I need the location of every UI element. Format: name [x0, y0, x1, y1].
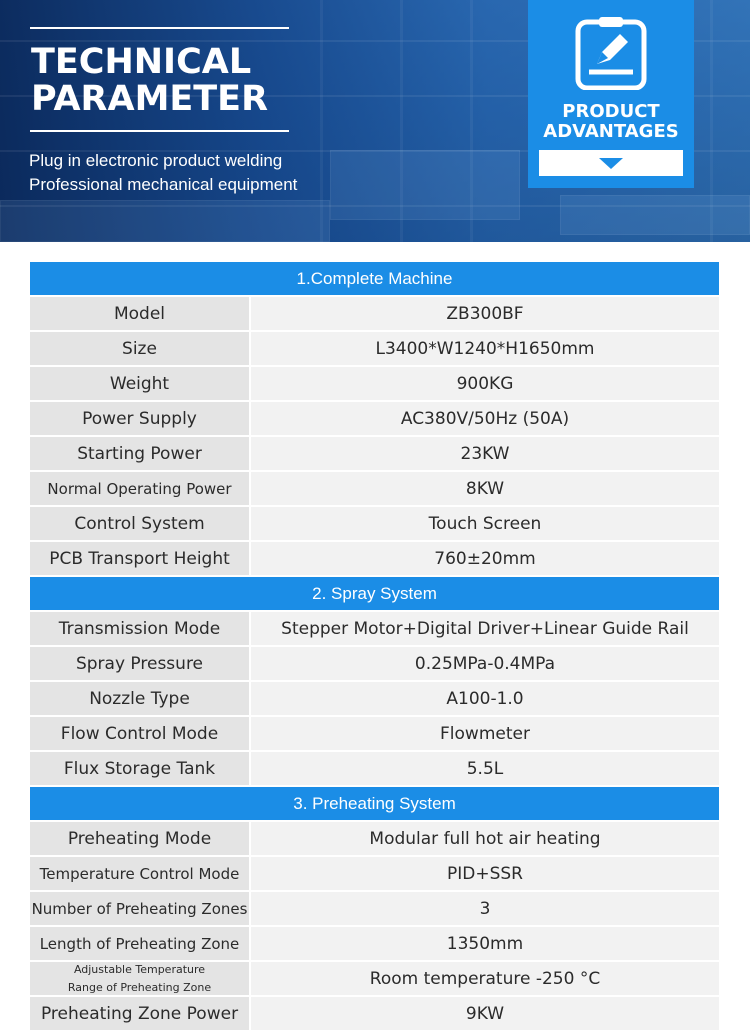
table-row	[30, 962, 719, 995]
spec-key: PCB Transport Height	[30, 542, 249, 575]
spec-value: 3	[251, 892, 719, 925]
spec-value: A100-1.0	[251, 682, 719, 715]
table-row	[30, 752, 719, 785]
table-row	[30, 472, 719, 505]
spec-value: Stepper Motor+Digital Driver+Linear Guide Rail	[251, 612, 719, 645]
advantages-expand-button[interactable]	[539, 150, 683, 176]
table-row	[30, 437, 719, 470]
spec-value: ZB300BF	[251, 297, 719, 330]
spec-value: L3400*W1240*H1650mm	[251, 332, 719, 365]
table-row	[30, 892, 719, 925]
spec-value: 1350mm	[251, 927, 719, 960]
banner-decor-machine	[560, 195, 750, 235]
spec-value: 900KG	[251, 367, 719, 400]
spec-key: Flow Control Mode	[30, 717, 249, 750]
spec-key-line-1: Adjustable Temperature	[73, 962, 206, 976]
spec-value: 23KW	[251, 437, 719, 470]
table-row	[30, 507, 719, 540]
table-row	[30, 542, 719, 575]
spec-key: Power Supply	[30, 402, 249, 435]
table-row	[30, 927, 719, 960]
spec-key: Starting Power	[30, 437, 249, 470]
clipboard-pen-icon	[575, 16, 647, 90]
advantages-label-line-1: PRODUCT	[562, 101, 660, 122]
title-rule-bottom	[30, 130, 289, 132]
advantages-label-line-2: ADVANTAGES	[543, 121, 679, 142]
spec-key: Number of Preheating Zones	[30, 892, 249, 925]
spec-key: Flux Storage Tank	[30, 752, 249, 785]
banner-decor-machine	[0, 200, 330, 242]
spec-key-line-2: Range of Preheating Zone	[67, 980, 212, 994]
spec-key: Control System	[30, 507, 249, 540]
table-row	[30, 717, 719, 750]
table-row	[30, 402, 719, 435]
banner-decor-machine	[330, 150, 520, 220]
table-row	[30, 682, 719, 715]
spec-value: Modular full hot air heating	[251, 822, 719, 855]
spec-value: 5.5L	[251, 752, 719, 785]
spec-value: Touch Screen	[251, 507, 719, 540]
spec-key: Spray Pressure	[30, 647, 249, 680]
spec-value: Room temperature -250 °C	[251, 962, 719, 995]
table-row	[30, 297, 719, 330]
section-header-preheating-system: 3. Preheating System	[30, 787, 719, 820]
spec-value: AC380V/50Hz (50A)	[251, 402, 719, 435]
table-row	[30, 612, 719, 645]
table-row	[30, 647, 719, 680]
page-title-line-2: PARAMETER	[31, 79, 269, 119]
spec-key: Preheating Mode	[30, 822, 249, 855]
spec-key: Length of Preheating Zone	[30, 927, 249, 960]
spec-value: 8KW	[251, 472, 719, 505]
spec-value: 9KW	[251, 997, 719, 1030]
spec-key: Size	[30, 332, 249, 365]
spec-table	[30, 262, 719, 1030]
section-header-complete-machine: 1.Complete Machine	[30, 262, 719, 295]
spec-key: Model	[30, 297, 249, 330]
spec-key: Transmission Mode	[30, 612, 249, 645]
triangle-down-icon	[599, 158, 623, 169]
spec-key: Nozzle Type	[30, 682, 249, 715]
spec-value: Flowmeter	[251, 717, 719, 750]
spec-key	[30, 962, 249, 995]
table-row	[30, 822, 719, 855]
table-row	[30, 857, 719, 890]
spec-key: Weight	[30, 367, 249, 400]
spec-value: PID+SSR	[251, 857, 719, 890]
table-row	[30, 367, 719, 400]
spec-key: Temperature Control Mode	[30, 857, 249, 890]
subtitle-line-2: Professional mechanical equipment	[29, 175, 298, 194]
subtitle-line-1: Plug in electronic product welding	[29, 151, 283, 170]
page-title-line-1: TECHNICAL	[31, 42, 252, 82]
spec-key: Normal Operating Power	[30, 472, 249, 505]
header-banner	[0, 0, 750, 242]
spec-value: 0.25MPa-0.4MPa	[251, 647, 719, 680]
table-row	[30, 997, 719, 1030]
product-advantages-card[interactable]	[528, 0, 694, 188]
title-rule-top	[30, 27, 289, 29]
table-row	[30, 332, 719, 365]
section-header-spray-system: 2. Spray System	[30, 577, 719, 610]
spec-key: Preheating Zone Power	[30, 997, 249, 1030]
spec-value: 760±20mm	[251, 542, 719, 575]
